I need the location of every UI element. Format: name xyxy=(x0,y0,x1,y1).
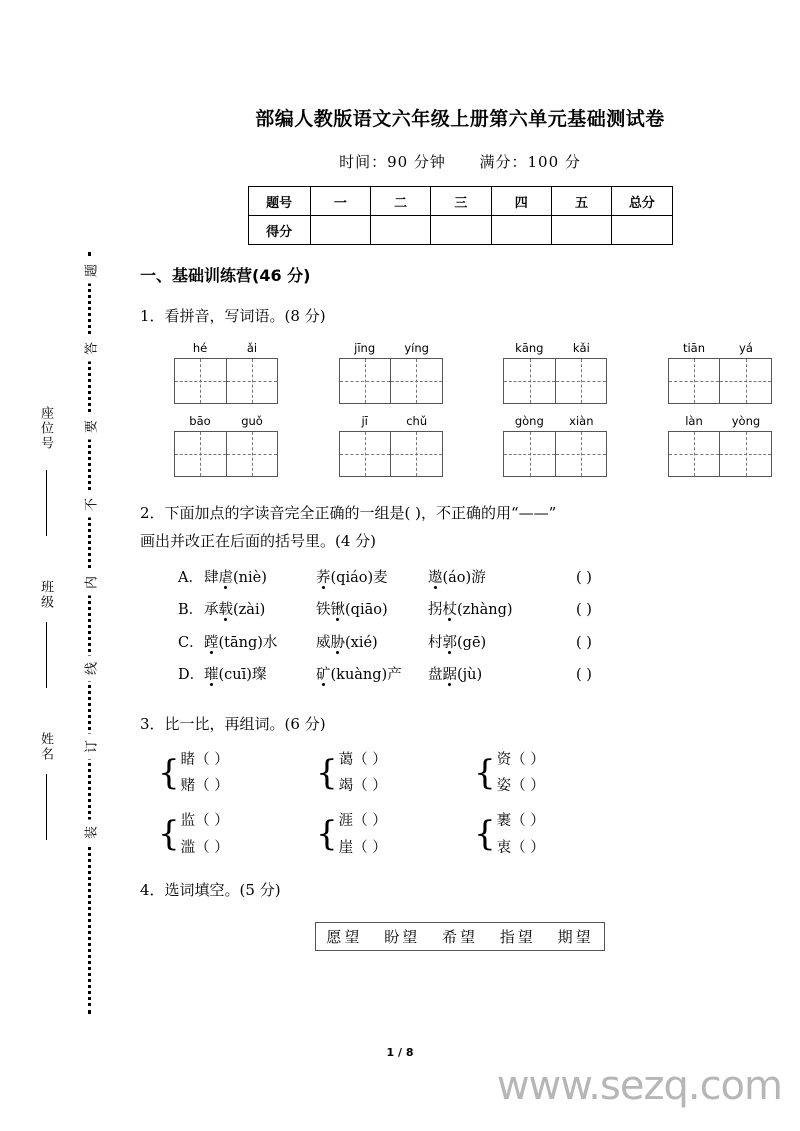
pinyin-grid-unit xyxy=(174,414,278,477)
total-marks: 满分：100 分 xyxy=(479,153,581,171)
tianzige-cell[interactable] xyxy=(719,432,771,476)
page-number: 1 / 8 xyxy=(386,1046,414,1059)
item-pinyin: (xié) xyxy=(345,634,378,651)
item-dotted-char: 踞 xyxy=(442,667,457,684)
question-2-prompt-line2: 画出并改正在后面的括号里。(4 分) xyxy=(140,532,377,550)
pinyin-syllable: yá xyxy=(739,340,753,355)
item-dotted-char: 矿 xyxy=(316,667,331,684)
item-prefix: 盘 xyxy=(428,667,443,684)
item-pinyin: (kuàng) xyxy=(330,667,388,684)
item-suffix: 璨 xyxy=(251,667,267,684)
spine-char-4: 内 xyxy=(78,570,103,596)
item-prefix: 铁 xyxy=(316,602,331,619)
compare-chars xyxy=(497,747,545,801)
tianzige-cell[interactable] xyxy=(390,432,442,476)
option-item xyxy=(204,594,316,627)
word-bank-item: 愿望 xyxy=(326,928,363,947)
word-bank-item: 期望 xyxy=(557,928,594,947)
compare-row-1 xyxy=(158,747,780,801)
pinyin-syllable: bāo xyxy=(189,413,211,428)
pinyin-syllable: tiān xyxy=(682,340,705,355)
item-pinyin: (zhàng) xyxy=(457,602,513,619)
name-rule xyxy=(46,774,47,840)
answer-blank[interactable]: （ ） xyxy=(195,813,229,830)
option-b[interactable] xyxy=(140,594,780,627)
spine-char-1: 答 xyxy=(78,336,103,362)
tianzige-cell[interactable] xyxy=(719,359,771,403)
compare-line xyxy=(497,835,545,862)
pinyin-syllable: jī xyxy=(361,413,368,428)
spine-char-5: 线 xyxy=(78,656,103,682)
score-table-row-label-score: 得分 xyxy=(248,216,310,245)
item-pinyin: (gē) xyxy=(457,634,487,651)
pinyin-label-pair xyxy=(503,341,607,355)
option-label: C． xyxy=(178,634,204,651)
item-dotted-char: 虐 xyxy=(218,569,233,586)
score-table-value-row xyxy=(248,216,672,245)
compare-line xyxy=(181,747,229,774)
pinyin-grid-unit xyxy=(503,341,607,404)
tianzige-cell[interactable] xyxy=(390,359,442,403)
compare-line xyxy=(497,808,545,835)
word-bank-container xyxy=(140,922,780,951)
pinyin-grid-unit xyxy=(174,341,278,404)
option-label: A． xyxy=(178,569,203,586)
compare-group xyxy=(316,747,474,801)
question-2-prompt-line1: 2．下面加点的字读音完全正确的一组是( )，不正确的用“——” xyxy=(140,503,557,522)
item-suffix: 麦 xyxy=(373,569,388,586)
pinyin-grid-unit xyxy=(668,341,772,404)
name-label: 姓名 xyxy=(38,732,53,762)
option-item xyxy=(428,659,540,692)
pinyin-label-pair xyxy=(174,414,278,428)
compare-char: 赌 xyxy=(180,778,196,795)
option-answer-blank[interactable]: ( ) xyxy=(576,602,592,619)
option-item xyxy=(316,627,428,660)
tianzige-cell[interactable] xyxy=(340,432,391,476)
pinyin-syllable: xiàn xyxy=(569,413,594,428)
spine-char-2: 要 xyxy=(78,414,103,440)
question-3-prompt: 3．比一比，再组词。(6 分) xyxy=(140,715,326,733)
pinyin-grid-row-2 xyxy=(140,414,780,477)
binding-dotted-line xyxy=(88,252,91,1014)
spine-char-3: 不 xyxy=(78,492,103,518)
option-item xyxy=(204,562,316,595)
tianzige-box[interactable] xyxy=(503,358,607,404)
score-col-5: 五 xyxy=(551,187,611,216)
left-brace-icon: { xyxy=(474,814,496,855)
score-value-1[interactable] xyxy=(310,216,370,245)
question-4-prompt: 4．选词填空。(5 分) xyxy=(140,880,281,899)
pinyin-syllable: ǎi xyxy=(246,340,258,355)
pinyin-syllable: kǎi xyxy=(572,340,590,355)
item-pinyin: (niè) xyxy=(233,569,267,586)
compare-char: 姿 xyxy=(496,778,512,795)
compare-char: 崖 xyxy=(338,839,354,856)
item-suffix: 水 xyxy=(262,634,278,651)
pinyin-syllable: gòng xyxy=(514,413,544,428)
option-item xyxy=(316,659,428,692)
tianzige-box[interactable] xyxy=(339,358,443,404)
answer-blank[interactable]: （ ） xyxy=(353,813,387,830)
score-value-total[interactable] xyxy=(612,216,672,245)
item-pinyin: (zài) xyxy=(233,602,266,619)
pinyin-label-pair xyxy=(668,414,772,428)
item-prefix: 承 xyxy=(204,602,219,619)
pinyin-syllable: làn xyxy=(685,413,703,428)
tianzige-cell[interactable] xyxy=(175,359,226,403)
question-2-options xyxy=(140,562,780,693)
item-dotted-char: 蹚 xyxy=(204,634,219,651)
score-value-4[interactable] xyxy=(491,216,551,245)
binding-margin xyxy=(0,0,130,1131)
item-prefix: 威 xyxy=(316,634,331,651)
compare-line xyxy=(497,747,545,774)
answer-blank[interactable]: （ ） xyxy=(511,813,545,830)
word-bank-item: 希望 xyxy=(441,928,478,947)
compare-group xyxy=(474,747,632,801)
answer-blank[interactable]: （ ） xyxy=(353,778,387,795)
page-title: 部编人教版语文六年级上册第六单元基础测试卷 xyxy=(255,108,665,130)
score-col-1: 一 xyxy=(310,187,370,216)
compare-line xyxy=(339,747,387,774)
item-dotted-char: 载 xyxy=(218,602,233,619)
compare-char: 裹 xyxy=(496,813,512,830)
option-item xyxy=(204,659,316,692)
item-pinyin: (qiáo) xyxy=(330,569,374,586)
score-table xyxy=(248,186,673,245)
left-brace-icon: { xyxy=(158,814,180,855)
spine-char-6: 订 xyxy=(78,734,103,760)
option-answer-blank[interactable]: ( ) xyxy=(576,634,592,651)
left-brace-icon: { xyxy=(474,752,496,793)
pinyin-syllable: guǒ xyxy=(241,413,263,428)
pinyin-label-pair xyxy=(668,341,772,355)
pinyin-syllable: jīng xyxy=(354,340,376,355)
compare-group xyxy=(158,808,316,862)
item-dotted-char: 郭 xyxy=(442,634,457,651)
answer-blank[interactable]: （ ） xyxy=(195,839,229,856)
tianzige-cell[interactable] xyxy=(340,359,391,403)
compare-line xyxy=(181,808,229,835)
section-heading: 一、基础训练营(46 分) xyxy=(140,266,311,285)
pinyin-grid-unit xyxy=(339,414,443,477)
answer-blank[interactable]: （ ） xyxy=(195,751,229,768)
site-watermark: www.sezq.com xyxy=(496,1063,782,1109)
seat-number-label: 座位号 xyxy=(38,406,53,451)
score-table-header-row xyxy=(248,187,672,216)
tianzige-cell[interactable] xyxy=(669,432,720,476)
left-brace-icon: { xyxy=(316,752,338,793)
tianzige-cell[interactable] xyxy=(504,432,555,476)
tianzige-box[interactable] xyxy=(174,358,278,404)
compare-char: 资 xyxy=(496,751,512,768)
item-prefix: 拐 xyxy=(428,602,443,619)
option-item xyxy=(316,594,428,627)
item-suffix: 游 xyxy=(471,569,486,586)
compare-char: 涯 xyxy=(338,813,354,830)
option-item xyxy=(428,562,540,595)
question-1-prompt: 1．看拼音，写词语。(8 分) xyxy=(140,307,326,325)
compare-char: 监 xyxy=(180,813,196,830)
item-dotted-char: 遨 xyxy=(428,569,443,586)
pinyin-grid-unit xyxy=(503,414,607,477)
compare-char: 滥 xyxy=(180,839,196,856)
tianzige-cell[interactable] xyxy=(555,432,607,476)
option-answer-blank[interactable]: ( ) xyxy=(576,569,592,586)
item-pinyin: (tāng) xyxy=(218,634,263,651)
word-bank xyxy=(315,922,604,951)
left-brace-icon: { xyxy=(316,814,338,855)
pinyin-grid-unit xyxy=(339,341,443,404)
score-table-row-label-question: 题号 xyxy=(248,187,310,216)
compare-line xyxy=(497,773,545,800)
class-label: 班级 xyxy=(38,580,53,610)
item-pinyin: (qiāo) xyxy=(345,602,388,619)
compare-group xyxy=(158,747,316,801)
left-brace-icon: { xyxy=(158,752,180,793)
option-item xyxy=(316,562,428,595)
score-value-3[interactable] xyxy=(431,216,491,245)
item-dotted-char: 杖 xyxy=(442,602,457,619)
pinyin-grid-unit xyxy=(668,414,772,477)
item-prefix: 肆 xyxy=(204,569,219,586)
compare-group xyxy=(474,808,632,862)
compare-char: 竭 xyxy=(338,778,354,795)
pinyin-grid-row-1 xyxy=(140,341,780,404)
score-col-2: 二 xyxy=(370,187,430,216)
tianzige-box[interactable] xyxy=(503,431,607,477)
option-a[interactable] xyxy=(140,562,780,595)
option-d[interactable] xyxy=(140,659,780,692)
tianzige-cell[interactable] xyxy=(226,359,278,403)
pinyin-syllable: kāng xyxy=(515,340,544,355)
item-pinyin: (áo) xyxy=(442,569,472,586)
compare-chars xyxy=(339,808,387,862)
answer-blank[interactable]: （ ） xyxy=(511,778,545,795)
pinyin-label-pair xyxy=(339,414,443,428)
answer-blank[interactable]: （ ） xyxy=(353,751,387,768)
compare-row-2 xyxy=(158,808,780,862)
pinyin-syllable: hé xyxy=(192,340,208,355)
compare-line xyxy=(181,773,229,800)
option-c[interactable] xyxy=(140,627,780,660)
compare-chars xyxy=(181,747,229,801)
item-dotted-char: 胁 xyxy=(330,634,345,651)
pinyin-label-pair xyxy=(503,414,607,428)
exam-meta xyxy=(140,151,780,172)
compare-group xyxy=(316,808,474,862)
compare-line xyxy=(181,835,229,862)
tianzige-box[interactable] xyxy=(668,431,772,477)
item-pinyin: (jù) xyxy=(457,667,483,684)
item-dotted-char: 荞 xyxy=(316,569,331,586)
option-item xyxy=(428,594,540,627)
tianzige-cell[interactable] xyxy=(226,432,278,476)
spine-char-0: 题 xyxy=(78,258,103,284)
option-item xyxy=(204,627,316,660)
tianzige-box[interactable] xyxy=(668,358,772,404)
item-dotted-char: 锹 xyxy=(330,602,345,619)
option-label: D． xyxy=(178,667,205,684)
class-rule xyxy=(46,622,47,688)
tianzige-box[interactable] xyxy=(339,431,443,477)
item-suffix: 产 xyxy=(387,667,402,684)
tianzige-cell[interactable] xyxy=(504,359,555,403)
item-prefix: 村 xyxy=(428,634,443,651)
score-col-total: 总分 xyxy=(612,187,672,216)
word-bank-item: 指望 xyxy=(499,928,536,947)
tianzige-cell[interactable] xyxy=(555,359,607,403)
score-value-2[interactable] xyxy=(370,216,430,245)
item-pinyin: (cuī) xyxy=(218,667,252,684)
seat-number-rule xyxy=(46,470,47,536)
paper-body xyxy=(140,0,780,951)
compare-chars xyxy=(497,808,545,862)
answer-blank[interactable]: （ ） xyxy=(195,778,229,795)
pinyin-label-pair xyxy=(339,341,443,355)
compare-chars xyxy=(339,747,387,801)
pinyin-label-pair xyxy=(174,341,278,355)
word-bank-item: 盼望 xyxy=(384,928,421,947)
compare-line xyxy=(339,773,387,800)
score-col-4: 四 xyxy=(491,187,551,216)
item-dotted-char: 璀 xyxy=(204,667,219,684)
tianzige-box[interactable] xyxy=(174,431,278,477)
pinyin-syllable: chǔ xyxy=(406,413,428,428)
question-3-groups xyxy=(140,747,780,862)
pinyin-syllable: yíng xyxy=(404,340,429,355)
time-limit: 时间：90 分钟 xyxy=(339,153,446,171)
tianzige-cell[interactable] xyxy=(669,359,720,403)
compare-line xyxy=(339,808,387,835)
compare-char: 睹 xyxy=(180,751,196,768)
compare-line xyxy=(339,835,387,862)
answer-blank[interactable]: （ ） xyxy=(353,839,387,856)
tianzige-cell[interactable] xyxy=(175,432,226,476)
compare-char: 蔼 xyxy=(338,751,354,768)
score-value-5[interactable] xyxy=(551,216,611,245)
pinyin-syllable: yòng xyxy=(731,413,761,428)
score-col-3: 三 xyxy=(431,187,491,216)
spine-char-7: 装 xyxy=(78,820,103,846)
answer-blank[interactable]: （ ） xyxy=(511,751,545,768)
option-label: B． xyxy=(178,602,204,619)
answer-blank[interactable]: （ ） xyxy=(511,839,545,856)
compare-char: 衷 xyxy=(496,839,512,856)
option-item xyxy=(428,627,540,660)
option-answer-blank[interactable]: ( ) xyxy=(576,667,592,684)
compare-chars xyxy=(181,808,229,862)
